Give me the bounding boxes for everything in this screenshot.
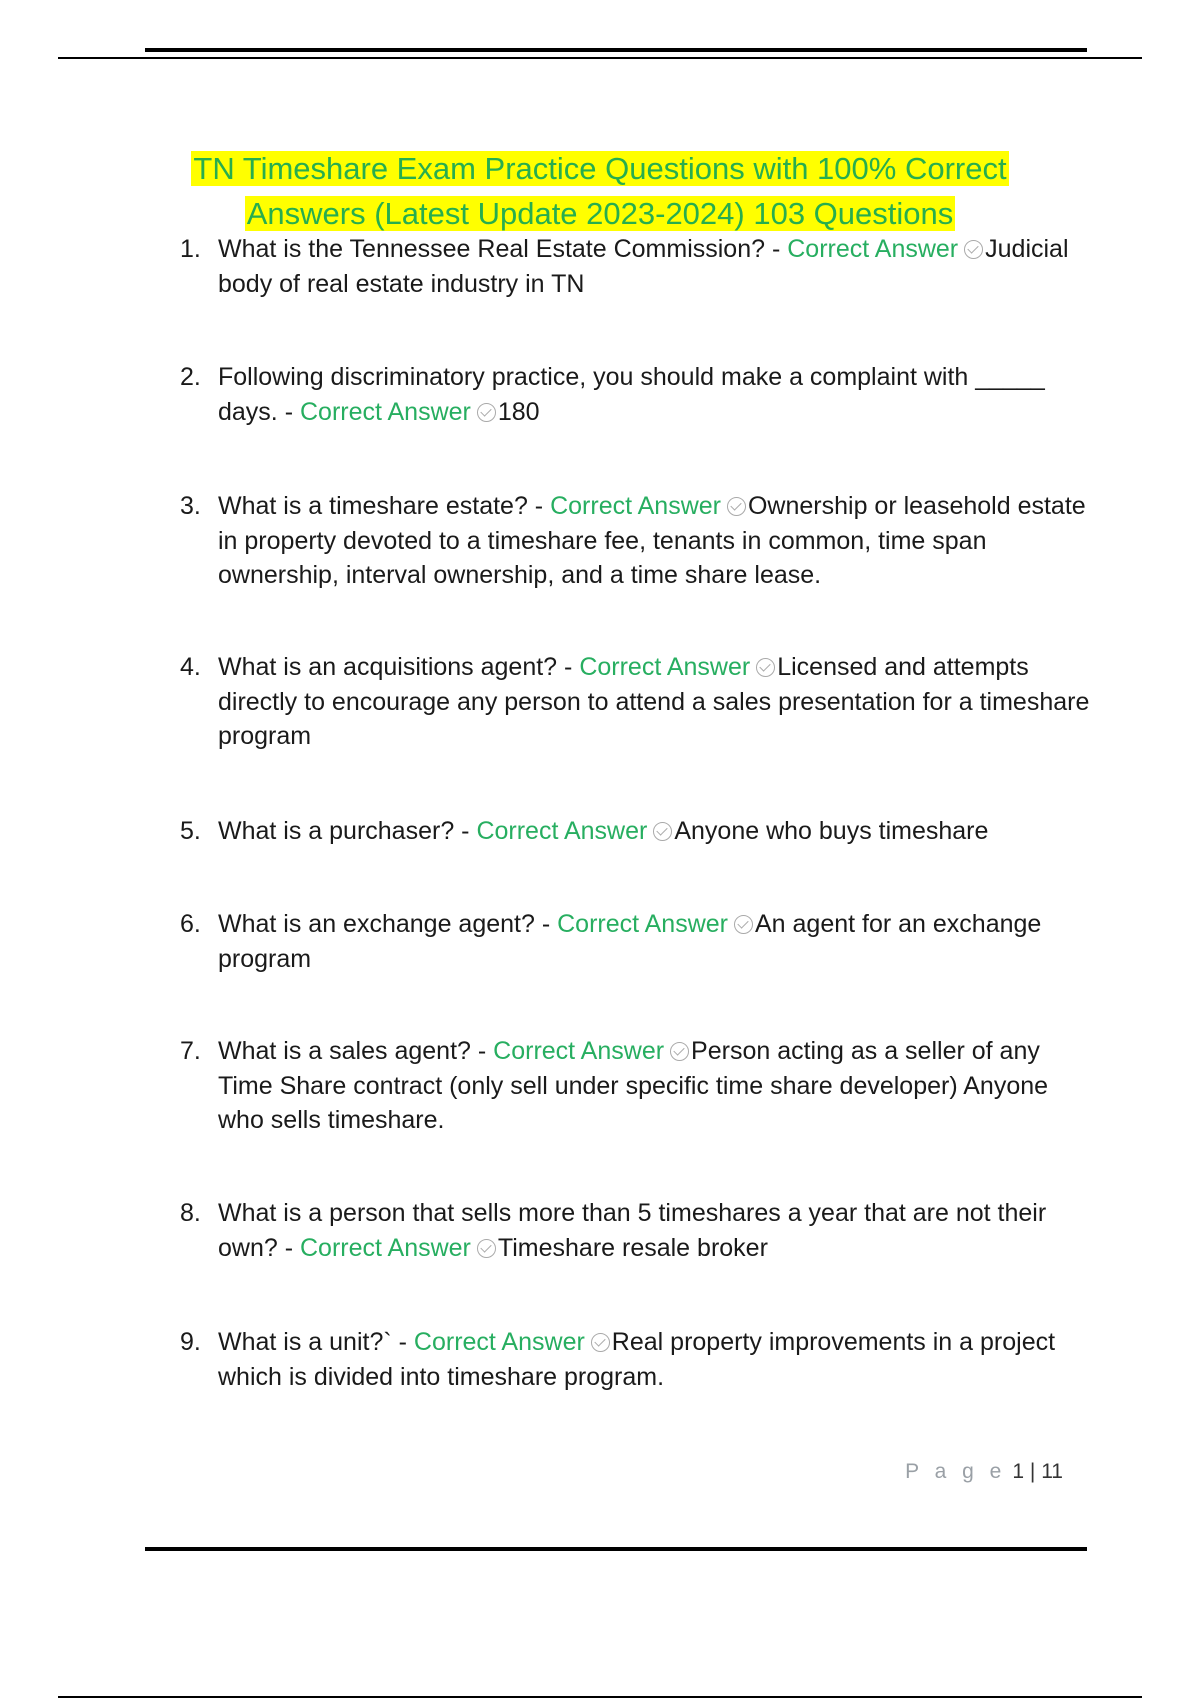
question-number: 8. [180, 1199, 201, 1227]
question-item [180, 1034, 1090, 1138]
footer-rule-thin [58, 1696, 1142, 1698]
check-circle-icon [477, 1239, 496, 1258]
check-circle-icon [734, 915, 753, 934]
footer-rule-thick [145, 1547, 1087, 1551]
question-item [180, 907, 1090, 976]
document-title [150, 146, 1050, 236]
answer-text: An agent for an exchange program [218, 910, 1042, 973]
question-item [180, 360, 1090, 429]
check-circle-icon [964, 240, 983, 259]
question-number: 4. [180, 653, 201, 681]
question-number: 5. [180, 817, 201, 845]
title-line-2: Answers (Latest Update 2023-2024) 103 Questions [246, 196, 954, 231]
question-number: 1. [180, 235, 201, 263]
question-item [180, 814, 1090, 849]
total-pages: 11 [1041, 1460, 1063, 1483]
header-rule-thin [58, 57, 1142, 59]
correct-answer-label: Correct Answer [550, 492, 721, 520]
answer-text: 180 [497, 397, 540, 426]
answer-text: Ownership or leasehold estate in property devoted to a timeshare fee, tenants in common, time span ownership, interval ownership, and a time share lease. [218, 492, 1086, 589]
title-line-1: TN Timeshare Exam Practice Questions with 100% Correct [193, 151, 1007, 186]
question-item [180, 650, 1090, 754]
question-number: 9. [180, 1328, 201, 1356]
check-circle-icon [727, 497, 746, 516]
page-label: P a g e [905, 1460, 1007, 1483]
correct-answer-label: Correct Answer [493, 1037, 665, 1065]
question-text: What is an exchange agent? - [218, 910, 551, 938]
question-item [180, 1325, 1090, 1394]
current-page: 1 [1012, 1460, 1025, 1483]
correct-answer-label: Correct Answer [557, 910, 728, 938]
check-circle-icon [756, 658, 775, 677]
check-circle-icon [653, 822, 672, 841]
page-number-footer [905, 1460, 1063, 1484]
question-number: 7. [180, 1037, 201, 1065]
answer-text: Timeshare resale broker [497, 1233, 768, 1262]
correct-answer-label: Correct Answer [787, 235, 959, 263]
answer-text: Judicial body of real estate industry in TN [218, 235, 1069, 298]
question-text: Following discriminatory practice, you should make a complaint with _____ days. - [218, 363, 1045, 426]
correct-answer-label: Correct Answer [579, 653, 751, 681]
check-circle-icon [670, 1042, 689, 1061]
question-item [180, 232, 1090, 301]
correct-answer-label: Correct Answer [299, 397, 471, 426]
correct-answer-label: Correct Answer [413, 1328, 585, 1356]
check-circle-icon [591, 1333, 610, 1352]
question-item [180, 1196, 1090, 1265]
answer-text: Anyone who buys timeshare [674, 817, 989, 845]
question-item [180, 489, 1090, 593]
question-number: 2. [180, 363, 201, 391]
question-text: What is a timeshare estate? - [218, 492, 544, 520]
check-circle-icon [477, 403, 496, 422]
answer-text: Person acting as a seller of any Time Share contract (only sell under specific time share developer) Anyone who sells timeshare. [218, 1037, 1049, 1134]
answer-text: Real property improvements in a project which is divided into timeshare program. [218, 1328, 1056, 1391]
question-text: What is a person that sells more than 5 timeshares a year that are not their own? - [218, 1199, 1047, 1262]
correct-answer-label: Correct Answer [476, 817, 648, 845]
question-text: What is an acquisitions agent? - [218, 653, 573, 681]
question-text: What is a purchaser? - [218, 817, 470, 845]
question-text: What is a unit?` - [218, 1328, 407, 1356]
question-text: What is the Tennessee Real Estate Commission? - [218, 235, 781, 263]
question-text: What is a sales agent? - [218, 1037, 487, 1065]
header-rule-thick [145, 48, 1087, 52]
question-number: 3. [180, 492, 201, 520]
question-number: 6. [180, 910, 201, 938]
correct-answer-label: Correct Answer [300, 1233, 471, 1262]
answer-text: Licensed and attempts directly to encourage any person to attend a sales presentation for a timeshare program [218, 653, 1090, 750]
page-separator: | [1029, 1460, 1036, 1483]
